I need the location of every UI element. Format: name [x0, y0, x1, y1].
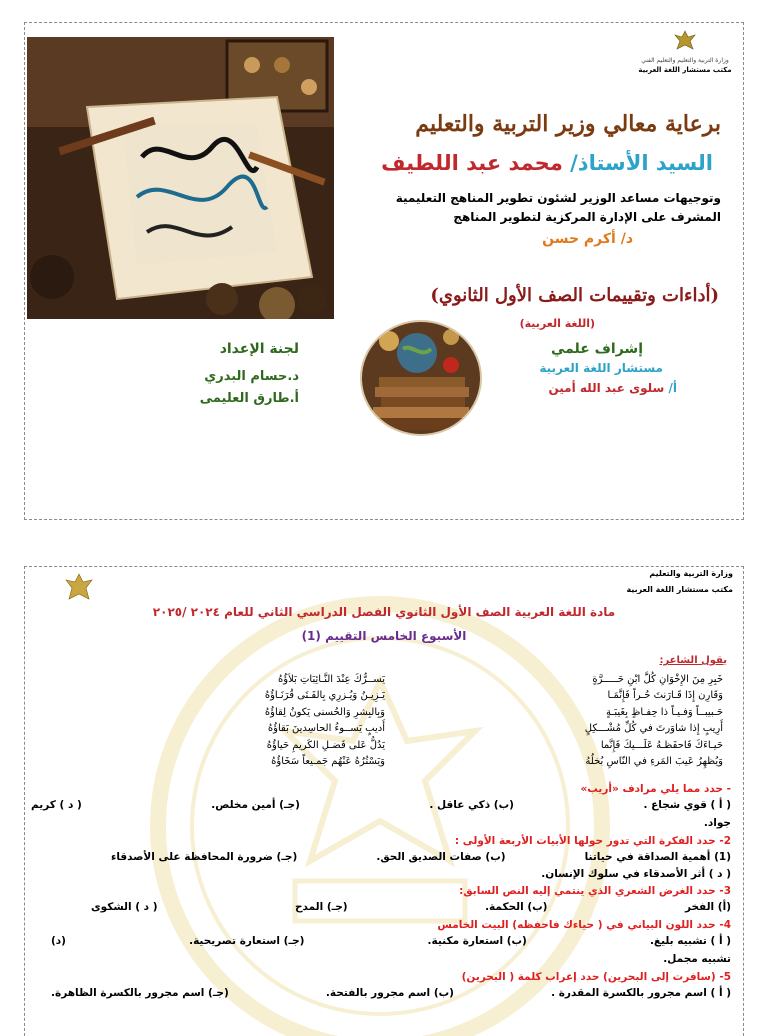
committee-member-2: أ.طارق العليمى [199, 391, 299, 406]
question-4-prompt: 4- حدد اللون البياني في ( حياءك فاحفظه) البيت الخامس [437, 919, 731, 931]
verse-second-hemistich: يَدُلُّ عَلى فَضـلِ الكَريمِ حَياؤُهُ [266, 739, 385, 751]
q4-option-a[interactable]: ( أ ) تشبيه بليغ. [649, 935, 731, 947]
poem-verses [63, 671, 723, 770]
academic-supervision-title: إشراف علمي [550, 341, 643, 357]
ministry-logo-icon [51, 571, 107, 607]
question-1-prompt: - حدد مما يلي مرادف «أريب» [580, 783, 731, 795]
verse-second-hemistich: يَســرُّكَ عِنْدَ النَّـائِبَاتِ بَلاَؤُهُ [278, 673, 385, 685]
q1-option-d-continued: جواد. [703, 817, 731, 829]
logo-ministry-text: وزارة التربية والتعليم والتعليم الفني [641, 57, 729, 64]
q3-option-a[interactable]: (أ) الفخر [684, 901, 731, 913]
verse-first-hemistich: حَـبيبــاً وَفـيـاً ذا حِفـاظٍ بِغَيبَـةٍ [606, 706, 723, 718]
question-4-options [51, 935, 731, 947]
header-ministry: وزارة التربية والتعليم [649, 569, 733, 578]
ministry-logo-block [635, 29, 735, 74]
verse-row [63, 721, 723, 738]
academic-name-text: سلوى عبد الله أمين [548, 381, 665, 395]
directive-line-1: وتوجيهات مساعد الوزير لشئون تطوير المناهج التعليمية [395, 191, 721, 205]
q5-option-b[interactable]: (ب) اسم مجرور بالفتحة. [325, 987, 454, 999]
q3-option-d[interactable]: ( د ) الشكوى [91, 901, 158, 913]
q3-option-b[interactable]: (ب) الحكمة. [485, 901, 548, 913]
q4-option-b[interactable]: (ب) استعارة مكنية. [427, 935, 527, 947]
header-office: مكتب مستشار اللغة العربية [626, 585, 733, 594]
academic-supervisor-role: مستشار اللغة العربية [539, 361, 663, 375]
logo-office-text: مكتب مستشار اللغة العربية [638, 66, 732, 74]
question-3-options [91, 901, 731, 913]
poet-label: يقول الشاعر: [659, 655, 727, 666]
cover-page [24, 22, 744, 520]
q2-option-c[interactable]: (جـ) ضرورة المحافظة على الأصدقاء [111, 851, 298, 863]
verse-first-hemistich: أَرِيبٍ إِذا شاوَرتَ في كُلِّ مُشْـــكِلٍ [584, 723, 723, 735]
q4-option-d[interactable]: (د) [51, 935, 66, 947]
minister-name-text: محمد عبد اللطيف [381, 151, 571, 175]
q4-option-c[interactable]: (جـ) استعارة تصريحية. [189, 935, 305, 947]
academic-name-prefix: أ/ [664, 381, 677, 395]
eagle-emblem-icon [671, 29, 699, 53]
q4-option-d-continued: تشبيه مجمل. [663, 953, 731, 965]
subject-title: مادة اللغة العربية الصف الأول الثانوي الفصل الدراسي الثاني للعام ٢٠٢٤ /٢٠٢٥ [152, 605, 616, 619]
verse-second-hemistich: يَـزِيـنُ وَيُـزرِي بِالفَـتَى قُرَنَـاؤُهُ [264, 690, 385, 702]
supervisor-name: د/ أكرم حسن [542, 231, 633, 247]
committee-title: لجنة الإعداد [219, 341, 299, 357]
q1-option-d[interactable]: ( د ) كريم [31, 799, 82, 811]
q1-option-c[interactable]: (جـ) أمين مخلص. [211, 799, 300, 811]
verse-second-hemistich: أَديبٍ يَســوءُ الحاسِدينَ بَقاؤُهُ [267, 723, 385, 735]
assessment-page [24, 566, 744, 1036]
q2-option-d[interactable]: ( د ) أثر الأصدقاء في سلوك الإنسان. [541, 868, 731, 880]
directive-line-2: المشرف على الإدارة المركزية لتطوير المناهج [453, 210, 721, 224]
ministry-watermark-seal [145, 591, 615, 1036]
verse-first-hemistich: خَبِرِ مِنَ الإِخْوَانِ كُلَّ ابْنِ حَـــــرَّةٍ [592, 673, 723, 685]
verse-row [63, 704, 723, 721]
academic-supervisor-name [477, 381, 677, 395]
question-2-options [111, 851, 731, 863]
question-1-options [31, 799, 731, 811]
verse-second-hemistich: وَبِالبِشرِ وَالحُسنى يَكونُ لِقاؤُهُ [264, 706, 385, 718]
committee-member-1: د.حسام البدري [204, 369, 299, 384]
books-globe-image [359, 319, 483, 437]
minister-name [313, 151, 713, 175]
document-subtitle: (اللغة العربية) [519, 317, 595, 330]
verse-row [63, 754, 723, 771]
minister-prefix: السيد الأستاذ/ [570, 151, 713, 175]
document-title: (أداءات وتقييمات الصف الأول الثانوي) [430, 285, 719, 306]
verse-row [63, 737, 723, 754]
q3-option-c[interactable]: (جـ) المدح [294, 901, 348, 913]
q5-option-a[interactable]: ( أ ) اسم مجرور بالكسرة المقدرة . [551, 987, 731, 999]
q1-option-b[interactable]: (ب) ذكي عاقل . [429, 799, 514, 811]
q5-option-c[interactable]: (جـ) اسم مجرور بالكسرة الظاهرة. [51, 987, 229, 999]
verse-second-hemistich: وَيَسْتُرُهُ عَنْهُم جَمـيعاً سَخَاؤُهُ [271, 756, 385, 768]
verse-first-hemistich: وَقَارِن إِذَا قَـارَنتَ حُـراً فَإِنَّمَـا [607, 690, 723, 702]
verse-row [63, 688, 723, 705]
q2-option-b[interactable]: (ب) صفات الصديق الحق. [376, 851, 506, 863]
week-assessment-label: الأسبوع الخامس التقييم (1) [301, 629, 467, 643]
calligraphy-desk-image [27, 37, 334, 319]
q2-option-a[interactable]: (1) أهمية الصداقة في حياتنا [584, 851, 731, 863]
question-3-prompt: 3- حدد الغرض الشعري الذي ينتمي إليه النص السابق: [459, 885, 731, 897]
q1-option-a[interactable]: ( أ ) قوي شجاع . [643, 799, 731, 811]
sponsor-title: برعاية معالي وزير التربية والتعليم [415, 111, 721, 137]
verse-row [63, 671, 723, 688]
question-2-prompt: 2- حدد الفكرة التي تدور حولها الأبيات الأربعة الأولى : [454, 835, 731, 847]
question-5-options [51, 987, 731, 999]
verse-first-hemistich: حَيـاءَكَ فَاحفَظـهُ عَلَـــيكَ فَإِنَّما [600, 739, 723, 751]
question-5-prompt: 5- (سافرت إلى البحرين) حدد إعراب كلمة ( البحرين) [461, 971, 731, 983]
verse-first-hemistich: وَيُظهِرُ عَيبَ المَرءِ في النّاسِ بُخلُهُ [585, 756, 723, 768]
